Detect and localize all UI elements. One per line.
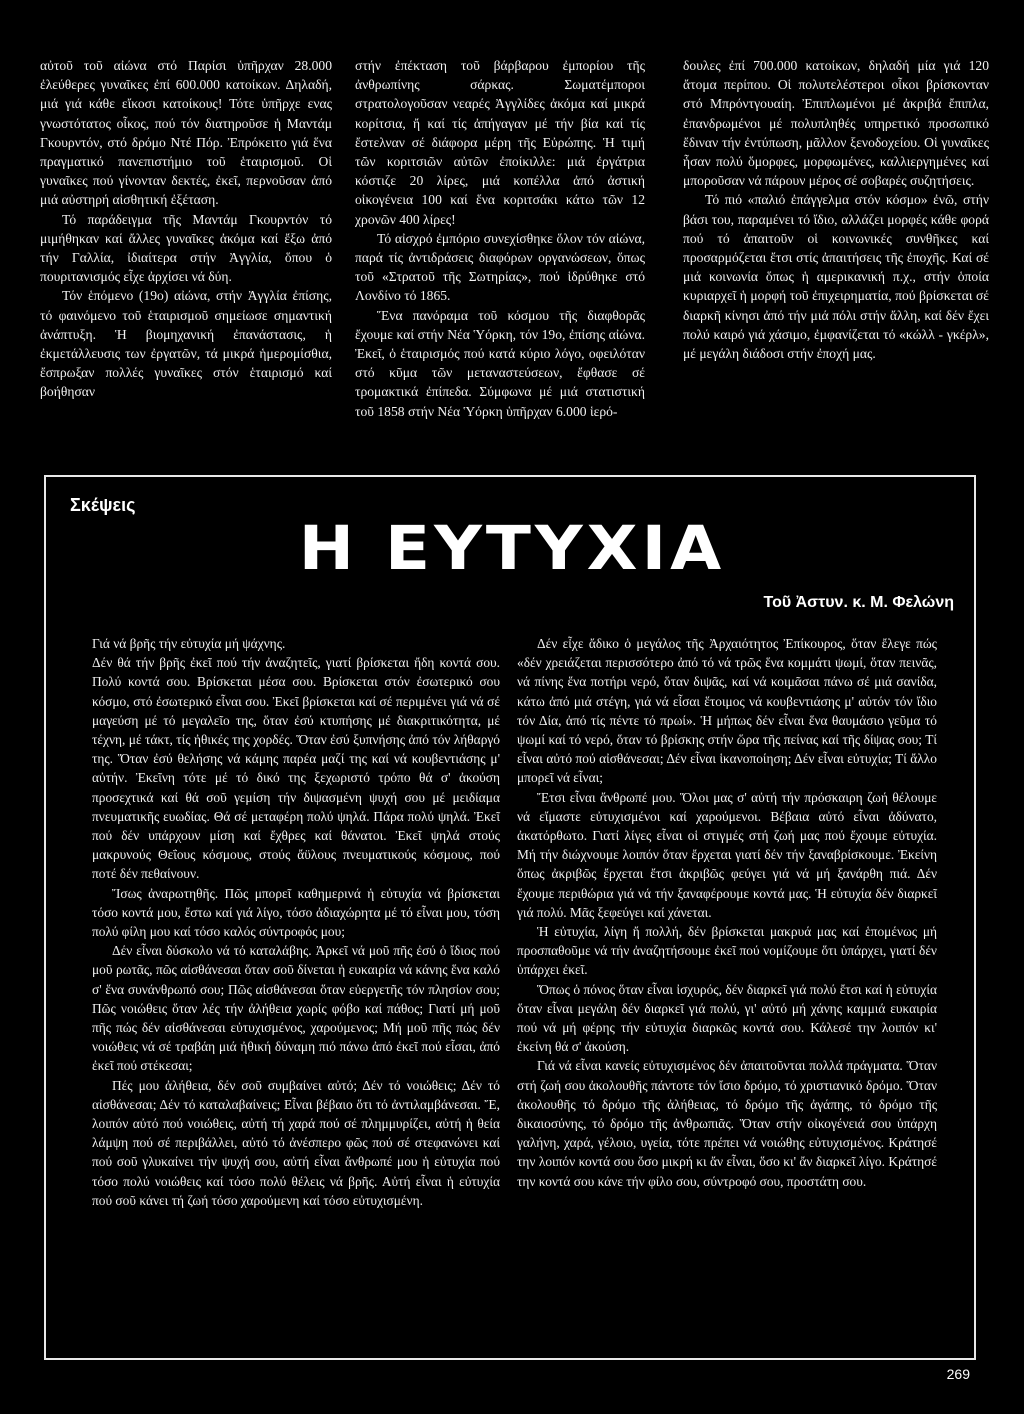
- page-number: 269: [946, 1366, 970, 1382]
- top-column-3: [683, 56, 989, 363]
- paragraph: Ὅπως ὁ πόνος ὅταν εἶναι ἰσχυρός, δέν διαρκεῖ γιά πολύ ἔτσι καί ἡ εὐτυχία ὅταν εἶναι μεγάλη δέν διαρκεῖ γιά πολύ, γι' αὐτό μή χάνης καμμιά ευκαιρία πού νά μή φέρης τήν εὐτυχία διαρκῶς κοντά σου. Κάλεσέ την λοιπόν κι' ἐκείνη θά σ' ἀκούση.: [517, 981, 937, 1055]
- paragraph: Δέν εἶναι δύσκολο νά τό καταλάβης. Ἀρκεῖ νά μοῦ πῆς ἐσύ ὁ ἴδιος πού μοῦ ρωτᾶς, πῶς αἰσθάνεσαι ὅταν σοῦ δίνεται ἡ ευκαιρία νά κάνης ἕνα καλό σ' ἕνα συνάνθρωπό σου; Πῶς αἰσθάνεσαι ὅταν εὐεργετῆς τόν πλησίον σου; Πῶς νοιώθεις ὅταν λές τήν ἀλήθεια χωρίς φόβο καί πάθος; Γιατί μή μοῦ πῆς πώς δέν αἰσθάνεσαι εὐτυχισμένος, χαρούμενος; Μή μοῦ πῆς πώς δέν νοιώθεις νά σέ τραβάη μιά ἠθική δύναμη πιό πάνω ἀπό ἐκεῖ πού εἶσαι, ἀπό ἐκεῖ πού στέκεσαι;: [92, 943, 500, 1074]
- paragraph: Τό παράδειγμα τῆς Μαντάμ Γκουρντόν τό μιμήθηκαν καί ἄλλες γυναῖκες ἀκόμα καί ἔξω ἀπό τήν Γαλλία, ἰδιαίτερα στήν Ἀγγλία, ὅπου ὁ πουριτανισμός εἶχε ἀρχίσει νά δύη.: [40, 211, 332, 285]
- section-label: Σκέψεις: [70, 495, 136, 515]
- paragraph: Γιά νά βρῆς τήν εὐτυχία μή ψάχνης.: [92, 636, 286, 651]
- top-column-2: [355, 56, 645, 421]
- paragraph: Δέν θά τήν βρῆς ἐκεῖ πού τήν ἀναζητεῖς, γιατί βρίσκεται ἤδη κοντά σου. Πολύ κοντά σου. Βρίσκεται μέσα σου. Βρίσκεται στόν ἐσωτερικό σου κόσμο, στό ἐσωτερικό εἶναι σου. Ἐκεῖ βρίσκεται καί σέ περιμένει γιά νά σέ μαγεύση μέ τό μεγαλεῖο της, ὅταν ἐσύ κτυπήσης μέ διακριτικότητα, μέ τέχνη, μέ τάκτ, τίς ἠθικές της χορδές. Ὅταν ἐσύ ξυπνήσης ἀπό τόν λήθαργό της. Ὅταν ἐσύ θελήσης νά κάμης παρέα μαζί της καί νά κουβεντιάσης μ' αὐτήν. Ἐκεῖνη τότε μέ τό δικό της ξεχωριστό τρόπο θά σ' ἀκούση προσεχτικά καί θά σοῦ γεμίση τήν διψασμένη ψυχή σου μέ μειδίαμα πνευματικῆς ευωδίας. Θά σέ μεταφέρη πολύ ψηλά. Πάρα πολύ ψηλά. Ἐκεῖ πού δέν υπάρχουν μίση καί ἔχθρες καί θάνατοι. Ἐκεῖ ψηλά στούς μακρυνούς Θεΐους κόσμους, στούς ἄϋλους πνευματικούς κόσμους, πού ποτέ δέν πεθαίνουν.: [92, 655, 500, 882]
- paragraph: Ἡ εὐτυχία, λίγη ἤ πολλή, δέν βρίσκεται μακρυά μας καί ἑπομένως μή προσπαθοῦμε νά τήν ἀναζητήσουμε ἐκεῖ πού νομίζουμε ὅτι ὑπάρχει, γιατί δέν ὑπάρχει ἐκεῖ.: [517, 924, 937, 978]
- article-column-1: [92, 634, 500, 1210]
- paragraph: στήν ἐπέκταση τοῦ βάρβαρου ἐμπορίου τῆς ἀνθρωπίνης σάρκας. Σωματέμποροι στρατολογοῦσαν νεαρές Ἀγγλίδες ἀκόμα καί μικρά κορίτσια, ἤ καί τίς ἀπήγαγαν μέ τήν βία καί τίς ἔστελναν σέ διάφορα μέρη τῆς Εὐρώπης. Ἡ τιμή τῶν κοριτσιῶν αὐτῶν ἐποίκιλλε: μιά ἐργάτρια κόστιζε 20 λίρες, μιά κοπέλλα ἀπό ἀστική οἰκογένεια 100 καί ἕνα κοριτσάκι κάτω τῶν 12 χρονῶν 400 λίρες!: [355, 58, 645, 227]
- paragraph: Δέν εἶχε ἄδικο ὁ μεγάλος τῆς Ἀρχαιότητος Ἐπίκουρος, ὅταν ἔλεγε πώς «δέν χρειάζεται περισσότερο ἀπό τό νά τρῶς ἕνα κομμάτι ψωμί, ὅταν πεινᾶς, νά πίνης ἕνα ποτήρι νερό, ὅταν διψᾶς, καί νά κοιμᾶσαι πάνω σέ μιά σανίδα, κάτω ἀπό μιά στέγη, γιά νά εἶσαι ἕτοιμος νά κουβεντιάσης μ' αὐτόν τόν ἴδιο τόν Δία, ἀπό τίς πέντε τό πρωί». Ἡ μήπως δέν εἶναι ἕνα θαυμάσιο γεῦμα τό ψωμί καί τό νερό, ὅταν τό βρίσκης στήν ὥρα τῆς πείνας καί τῆς δίψας σου; Τί εἶναι αὐτό πού αἰσθάνεσαι; Δέν εἶναι ἱκανοποίηση; Δέν εἶναι εὐτυχία; Τί ἄλλο μπορεῖ νά εἶναι;: [517, 636, 937, 786]
- article-headline: Η ΕΥΤΥΧΙΑ: [298, 513, 726, 584]
- paragraph: Τό πιό «παλιό ἐπάγγελμα στόν κόσμο» ἐνῶ, στήν βάσι του, παραμένει τό ἴδιο, αλλάζει μορφές κάθε φορά πού τό ἀπαιτοῦν οἱ κοινωνικές συνθῆκες καί προσαρμόζεται ἔτσι στίς ἀπαιτήσεις τῆς ἐποχῆς. Καί σέ μιά κοινωνία ὅπως ἡ αμερικανική π.χ., στήν ὁποία κυριαρχεῖ ἡ μορφή τοῦ ἐπιχειρηματία, πού βρίσκεται σέ διαρκῆ κίνησι ἀπό τήν μιά πόλι στήν ἄλλη, καί δέν ἔχει πολύ καιρό γιά χάσιμο, ἐμφανίζεται τό «κώλλ - γκέρλ», μέ μεγάλη διάδοσι στήν ἐποχή μας.: [683, 192, 989, 362]
- article-byline: Τοῦ Ἀστυν. κ. Μ. Φελώνη: [763, 594, 954, 611]
- paragraph: Πές μου ἀλήθεια, δέν σοῦ συμβαίνει αὐτό; Δέν τό νοιώθεις; Δέν τό αἰσθάνεσαι; Δέν τό καταλαβαίνεις; Εἶναι βέβαιο ὅτι τό ἀντιλαμβάνεσαι. Ἔ, λοιπόν αὐτό πού νοιώθεις, αὐτή τή χαρά πού σέ πλημμυρίζει, αὐτή ἡ θεία λάμψη πού σέ περιβάλλει, αὐτό τό ἀνέσπερο φῶς πού σέ στεφανώνει καί πού σοῦ γλυκαίνει τήν ψυχή σου, αὐτή εἶναι ἄνθρωπέ μου ἡ εὐτυχία πού τόσο πολύ νοιώθεις καί τόσο πολύ θέλεις νά βρῆς. Αὐτή εἶναι ἡ εὐτυχία πού σοῦ κάνει τή ζωή τόσο χαρούμενη καί τόσο εὐτυχισμένη.: [92, 1077, 500, 1208]
- paragraph: Ἕνα πανόραμα τοῦ κόσμου τῆς διαφθορᾶς ἔχουμε καί στήν Νέα Ὑόρκη, τόν 19ο, ἐπίσης αἰώνα. Ἐκεῖ, ὁ ἑταιρισμός πού κατά κύριο λόγο, οφειλόταν στό κῦμα τῶν μεταναστεύσεων, ἔφθασε σέ τρομακτικά ἐπίπεδα. Σύμφωνα μέ μιά στατιστική τοῦ 1858 στήν Νέα Ὑόρκη ὑπῆρχαν 6.000 ἱερό-: [355, 307, 645, 419]
- top-column-1: [40, 56, 332, 402]
- paragraph: αὐτοῦ τοῦ αἰώνα στό Παρίσι ὑπῆρχαν 28.000 ἐλεύθερες γυναῖκες ἐπί 600.000 κατοίκων. Δηλαδή, μιά γιά κάθε εἴκοσι κατοίκους! Τότε ὑπῆρχε ενας γνωστότατος οἶκος, πού τόν διατηροῦσε ἡ Μαντάμ Γκουρντόν, στό δρόμο Ντέ Πόρ. Ἐπρόκειτο γιά ἕνα πραγματικό πανεπιστήμιο τοῦ ἑταιρισμοῦ. Οἱ γυναῖκες πού γίνονταν δεκτές, ἐκεῖ, περνοῦσαν ἀπό μιά αὐστηρή αἰσθητική ἐξέταση.: [40, 58, 332, 208]
- paragraph: Ἴσως ἀναρωτηθῆς. Πῶς μπορεῖ καθημερινά ἡ εὐτυχία νά βρίσκεται τόσο κοντά μου, ἔστω καί γιά λίγο, τόσο ἀδιαχώρητα μέ τό εἶναι μου, τόση πολύ φίλη μου καί τόσο καλός σύντροφός μου;: [92, 885, 500, 940]
- article-column-2: [517, 634, 937, 1191]
- paragraph: Τό αἰσχρό ἐμπόριο συνεχίσθηκε ὅλον τόν αἰώνα, παρά τίς ἀντιδράσεις διαφόρων οργανώσεων, ὅπως τοῦ «Στρατοῦ τῆς Σωτηρίας», πού ἱδρύθηκε στό Λονδίνο τό 1865.: [355, 230, 645, 304]
- paragraph: Γιά νά εἶναι κανείς εὐτυχισμένος δέν ἀπαιτοῦνται πολλά πράγματα. Ὅταν στή ζωή σου ἀκολουθῆς πάντοτε τόν ἴσιο δρόμο, τό χριστιανικό δρόμο. Ὅταν ἀκολουθῆς τό δρόμο τῆς ἀλήθειας, τό δρόμο τῆς ἀγάπης, τό δρόμο τῆς δικαιοσύνης, τό δρόμο τῆς ἀνθρωπιᾶς. Ὅταν στήν οἰκογένειά σου ὑπάρχη γαλήνη, χαρά, γέλοιο, υγεία, τότε πρέπει νά νοιώθης εὐτυχισμένος. Κράτησέ την λοιπόν κοντά σου ὅσο μικρή κι ἄν εἶναι, ὅσο κι' ἄν διαρκεῖ λίγο. Κράτησέ την κοντά σου κάνε τήν φίλο σου, σύντροφό σου, προστάτη σου.: [517, 1058, 937, 1189]
- paragraph: δουλες ἐπί 700.000 κατοίκων, δηλαδή μία γιά 120 ἄτομα περίπου. Οἱ πολυτελέστεροι οἶκοι βρίσκονταν στό Μπρόντγουαίη. Ἐπιπλωμένοι μέ ἀκριβά ἔπιπλα, ἐπανδρωμένοι μέ πολυπληθές υπηρετικό προσωπικό ἔδιναν τήν ἐντύπωση, μᾶλλον ξενοδοχείου. Οἱ γυναῖκες ἦσαν πολύ ὅμορφες, μορφωμένες, καλλιεργημένες καί μποροῦσαν νά πάρουν μέρος σέ σοβαρές συζητήσεις.: [683, 58, 989, 189]
- paragraph: Τόν ἑπόμενο (19ο) αἰώνα, στήν Ἀγγλία ἐπίσης, τό φαινόμενο τοῦ ἑταιρισμοῦ σημείωσε σημαντική ἀνάπτυξη. Ἡ βιομηχανική ἐπανάστασις, ἡ ἐκμετάλλευσις των ἐργατῶν, τά μικρά ἡμερομίσθια, ἔσπρωξαν πολλές γυναῖκες στόν ἑταιρισμό καί βοήθησαν: [40, 288, 332, 400]
- paragraph: Ἔτσι εἶναι ἄνθρωπέ μου. Ὅλοι μας σ' αὐτή τήν πρόσκαιρη ζωή θέλουμε νά εἴμαστε εὐτυχισμένοι καί χαρούμενοι. Βέβαια αὐτό εἶναι ἀδύνατο, ἀκατόρθωτο. Γιατί λίγες εἶναι οἱ στιγμές στή ζωή μας πού ἔχουμε εὐτυχία. Μή τήν διώχνουμε λοιπόν ὅταν ἔρχεται γιατί δέν τήν ξαναβρίσκουμε. Ἐκείνη ὅπως ἀκριβῶς ἔρχεται ἔτσι ἀκριβῶς φεύγει γιά νά μή ξανάρθη πιά. Δέν ἔχουμε περιθώρια γιά νά τήν ξαναφέρουμε κοντά μας. Ἡ εὐτυχία δέν διαρκεῖ γιά πολύ. Μᾶς ξεφεύγει καί χάνεται.: [517, 789, 937, 920]
